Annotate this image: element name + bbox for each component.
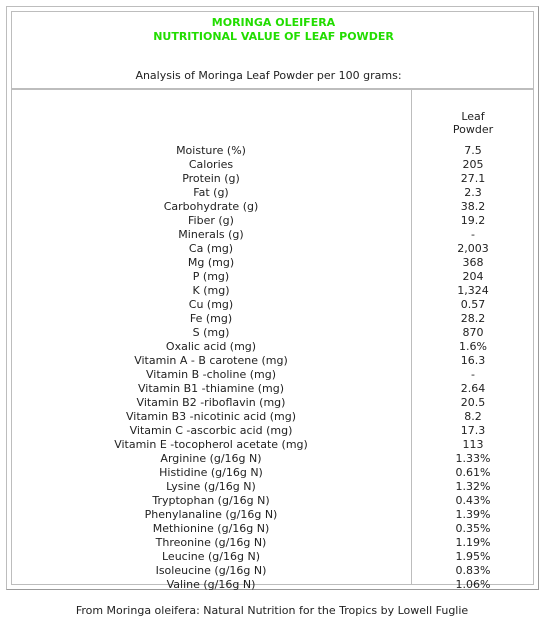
column-header-line2: Powder [452, 123, 494, 136]
nutrient-value: 7.5 [464, 144, 482, 157]
nutrient-value: 1,324 [457, 284, 489, 297]
nutrient-label: Protein (g) [182, 172, 240, 185]
nutrient-label: Vitamin B1 -thiamine (mg) [137, 382, 284, 395]
nutrient-label: Carbohydrate (g) [163, 200, 259, 213]
table-row [11, 158, 534, 172]
table-row [11, 284, 534, 298]
nutrient-label: Vitamin B2 -riboflavin (mg) [136, 396, 286, 409]
nutrient-value: - [471, 368, 475, 381]
nutrient-value: 1.39% [455, 508, 491, 521]
nutrient-value: 1.19% [455, 536, 491, 549]
table-row [11, 172, 534, 186]
nutrient-value: 368 [462, 256, 484, 269]
nutrient-value: 0.61% [455, 466, 491, 479]
nutrient-label: Phenylanaline (g/16g N) [144, 508, 278, 521]
table-row [11, 228, 534, 242]
nutrient-label: Arginine (g/16g N) [160, 452, 262, 465]
table-row [11, 354, 534, 368]
nutrient-label: Vitamin B -choline (mg) [145, 368, 277, 381]
nutrient-value: - [471, 228, 475, 241]
nutrient-label: K (mg) [192, 284, 230, 297]
nutrient-label: Oxalic acid (mg) [165, 340, 257, 353]
nutrient-value: 204 [462, 270, 484, 283]
table-row [11, 144, 534, 158]
table-row [11, 340, 534, 354]
nutrient-label: Histidine (g/16g N) [159, 466, 263, 479]
nutrient-value: 28.2 [460, 312, 486, 325]
nutrient-value: 1.95% [455, 550, 491, 563]
analysis-caption: Analysis of Moringa Leaf Powder per 100 grams: [135, 69, 402, 82]
nutrient-label: Vitamin A - B carotene (mg) [134, 354, 288, 367]
nutrient-value: 20.5 [460, 396, 486, 409]
nutrition-frame [6, 6, 539, 590]
nutrient-label: Valine (g/16g N) [166, 578, 256, 591]
nutrient-label: Vitamin C -ascorbic acid (mg) [129, 424, 293, 437]
nutrient-label: Fat (g) [193, 186, 229, 199]
nutrient-value: 19.2 [460, 214, 486, 227]
nutrient-label: Fe (mg) [189, 312, 233, 325]
nutrient-label: Mg (mg) [187, 256, 235, 269]
column-header-line1: Leaf [461, 110, 485, 123]
nutrient-value: 27.1 [460, 172, 486, 185]
nutrient-label: Threonine (g/16g N) [155, 536, 267, 549]
nutrient-value: 1.06% [455, 578, 491, 591]
table-row [11, 536, 534, 550]
page-title: MORINGA OLEIFERA [211, 16, 336, 29]
table-row [11, 396, 534, 410]
nutrient-label: Cu (mg) [188, 298, 234, 311]
table-row [11, 438, 534, 452]
table-row [11, 186, 534, 200]
nutrient-value: 8.2 [464, 410, 482, 423]
nutrient-label: Ca (mg) [188, 242, 234, 255]
table-row [11, 466, 534, 480]
table-row [11, 480, 534, 494]
nutrient-label: Moisture (%) [176, 144, 246, 157]
nutrient-label: Vitamin B3 -nicotinic acid (mg) [126, 410, 296, 423]
nutrient-value: 1.33% [455, 452, 491, 465]
table-row [11, 200, 534, 214]
table-row [11, 382, 534, 396]
nutrient-value: 1.6% [459, 340, 487, 353]
nutrient-value: 2.3 [464, 186, 482, 199]
nutrient-value: 0.83% [455, 564, 491, 577]
source-footer: From Moringa oleifera: Natural Nutrition for the Tropics by Lowell Fuglie [75, 604, 469, 617]
nutrition-rows [11, 144, 534, 592]
nutrient-value: 0.43% [455, 494, 491, 507]
table-row [11, 522, 534, 536]
nutrient-label: Minerals (g) [178, 228, 244, 241]
table-row [11, 564, 534, 578]
nutrient-value: 1.32% [455, 480, 491, 493]
table-row [11, 494, 534, 508]
nutrient-label: Lysine (g/16g N) [166, 480, 256, 493]
table-row [11, 550, 534, 564]
nutrient-value: 0.57 [460, 298, 486, 311]
nutrient-label: Methionine (g/16g N) [152, 522, 270, 535]
table-row [11, 368, 534, 382]
table-row [11, 298, 534, 312]
nutrient-value: 113 [462, 438, 484, 451]
nutrient-value: 16.3 [460, 354, 486, 367]
table-row [11, 508, 534, 522]
nutrient-value: 870 [462, 326, 484, 339]
nutrient-label: Leucine (g/16g N) [162, 550, 260, 563]
table-row [11, 312, 534, 326]
nutrient-value: 2.64 [460, 382, 486, 395]
table-row [11, 256, 534, 270]
table-row [11, 242, 534, 256]
page-subtitle: NUTRITIONAL VALUE OF LEAF POWDER [153, 30, 394, 43]
table-row [11, 270, 534, 284]
nutrient-label: Tryptophan (g/16g N) [152, 494, 270, 507]
nutrient-value: 0.35% [455, 522, 491, 535]
nutrient-label: Isoleucine (g/16g N) [155, 564, 267, 577]
nutrient-label: Fiber (g) [188, 214, 234, 227]
table-row [11, 452, 534, 466]
nutrient-value: 38.2 [460, 200, 486, 213]
nutrient-value: 17.3 [460, 424, 486, 437]
nutrient-label: S (mg) [192, 326, 230, 339]
table-row [11, 424, 534, 438]
table-row [11, 326, 534, 340]
nutrient-value: 2,003 [457, 242, 489, 255]
nutrient-label: Vitamin E -tocopherol acetate (mg) [114, 438, 308, 451]
table-row [11, 578, 534, 592]
column-header-leaf-powder [412, 110, 534, 136]
nutrient-label: P (mg) [192, 270, 230, 283]
table-row [11, 410, 534, 424]
table-row [11, 214, 534, 228]
nutrient-value: 205 [462, 158, 484, 171]
nutrient-label: Calories [188, 158, 234, 171]
